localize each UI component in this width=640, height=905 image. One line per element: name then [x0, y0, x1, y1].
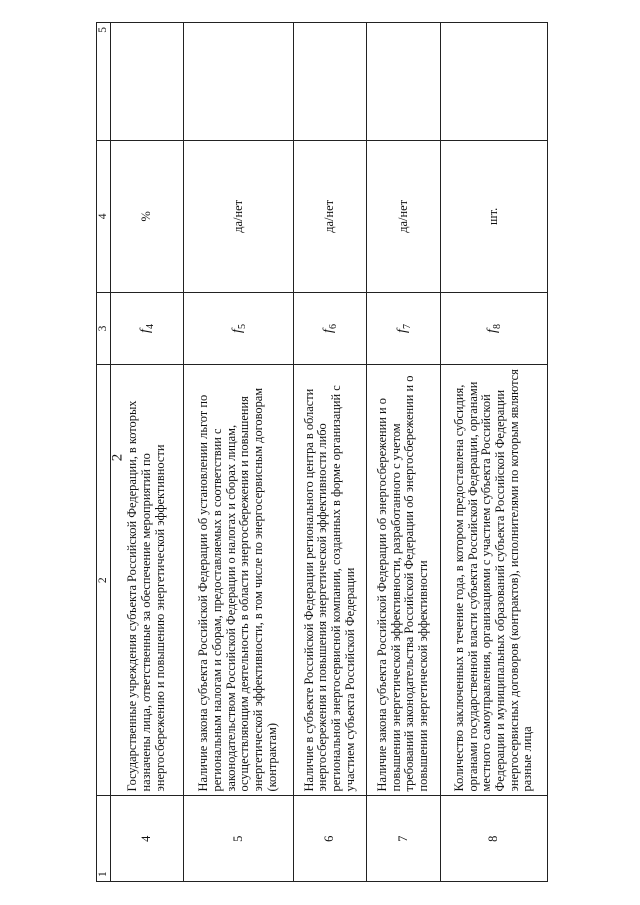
row-number: 6 [293, 796, 367, 882]
symbol-letter: f [138, 329, 154, 333]
row-unit: % [110, 140, 184, 292]
symbol-index: 7 [401, 324, 413, 330]
indicators-table [96, 22, 548, 882]
symbol-letter: f [394, 329, 410, 333]
row-unit: да/нет [367, 140, 441, 292]
column-header-3: 3 [97, 292, 111, 364]
table-row [367, 23, 441, 882]
row-unit: шт. [440, 140, 547, 292]
row-number: 8 [440, 796, 547, 882]
table-row [440, 23, 547, 882]
symbol-letter: f [320, 329, 336, 333]
row-description: Наличие закона субъекта Российской Федерации об установлении льгот по региональным налогам и сборам, предоставляемых в соответствии с законодательством Российской Федерации о налогах и сборах лицам, осуществляющим деятельность в области энергосбережения и повышения энергетической эффективности, в том числе по энергосервисным договорам (контрактам) [184, 365, 293, 796]
column-header-1: 1 [97, 796, 111, 882]
column-header-5: 5 [97, 23, 111, 141]
row-column-5 [293, 23, 367, 141]
row-description: Наличие в субъекте Российской Федерации регионального центра в области энергосбережения и повышения энергетической эффективности либо региональной энергосервисной компании, созданных в форме организаций с участием субъекта Российской Федерации [293, 365, 367, 796]
row-unit: да/нет [184, 140, 293, 292]
column-header-4: 4 [97, 140, 111, 292]
column-header-2: 2 [97, 365, 111, 796]
symbol-letter: f [229, 329, 245, 333]
row-symbol [110, 292, 184, 364]
row-description: Количество заключенных в течение года, в котором предоставлена субсидия, органами государственной власти субъекта Российской Федерации, органами местного самоуправления, организациями с участием субъекта Российской Федерации и муниципальных образований субъекта Российской Федерации энергосервисных договоров (контрактов), исполнителями по которым являются разные лица [440, 365, 547, 796]
symbol-letter: f [484, 329, 500, 333]
rotated-page [96, 22, 548, 882]
row-symbol [440, 292, 547, 364]
header-row [97, 23, 111, 882]
row-description: Наличие закона субъекта Российской Федерации об энергосбережении и о повышении энергетической эффективности, разработанного с учетом требований законодательства Российской Федерации об энергосбережении и о повышении энергетической эффективности [367, 365, 441, 796]
row-symbol [367, 292, 441, 364]
row-number: 7 [367, 796, 441, 882]
row-description: Государственные учреждения субъекта Российской Федерации, в которых назначены лица, ответственные за обеспечение мероприятий по энергосбережению и повышению энергетической эффективности [110, 365, 184, 796]
row-column-5 [110, 23, 184, 141]
row-column-5 [440, 23, 547, 141]
symbol-index: 5 [236, 324, 248, 330]
table-row [110, 23, 184, 882]
row-symbol [184, 292, 293, 364]
row-number: 4 [110, 796, 184, 882]
row-column-5 [184, 23, 293, 141]
page-number: 2 [109, 453, 126, 462]
row-unit: да/нет [293, 140, 367, 292]
symbol-index: 4 [144, 324, 156, 330]
table-row [293, 23, 367, 882]
row-number: 5 [184, 796, 293, 882]
symbol-index: 8 [491, 324, 503, 330]
symbol-index: 6 [327, 324, 339, 330]
row-symbol [293, 292, 367, 364]
table-row [184, 23, 293, 882]
row-column-5 [367, 23, 441, 141]
